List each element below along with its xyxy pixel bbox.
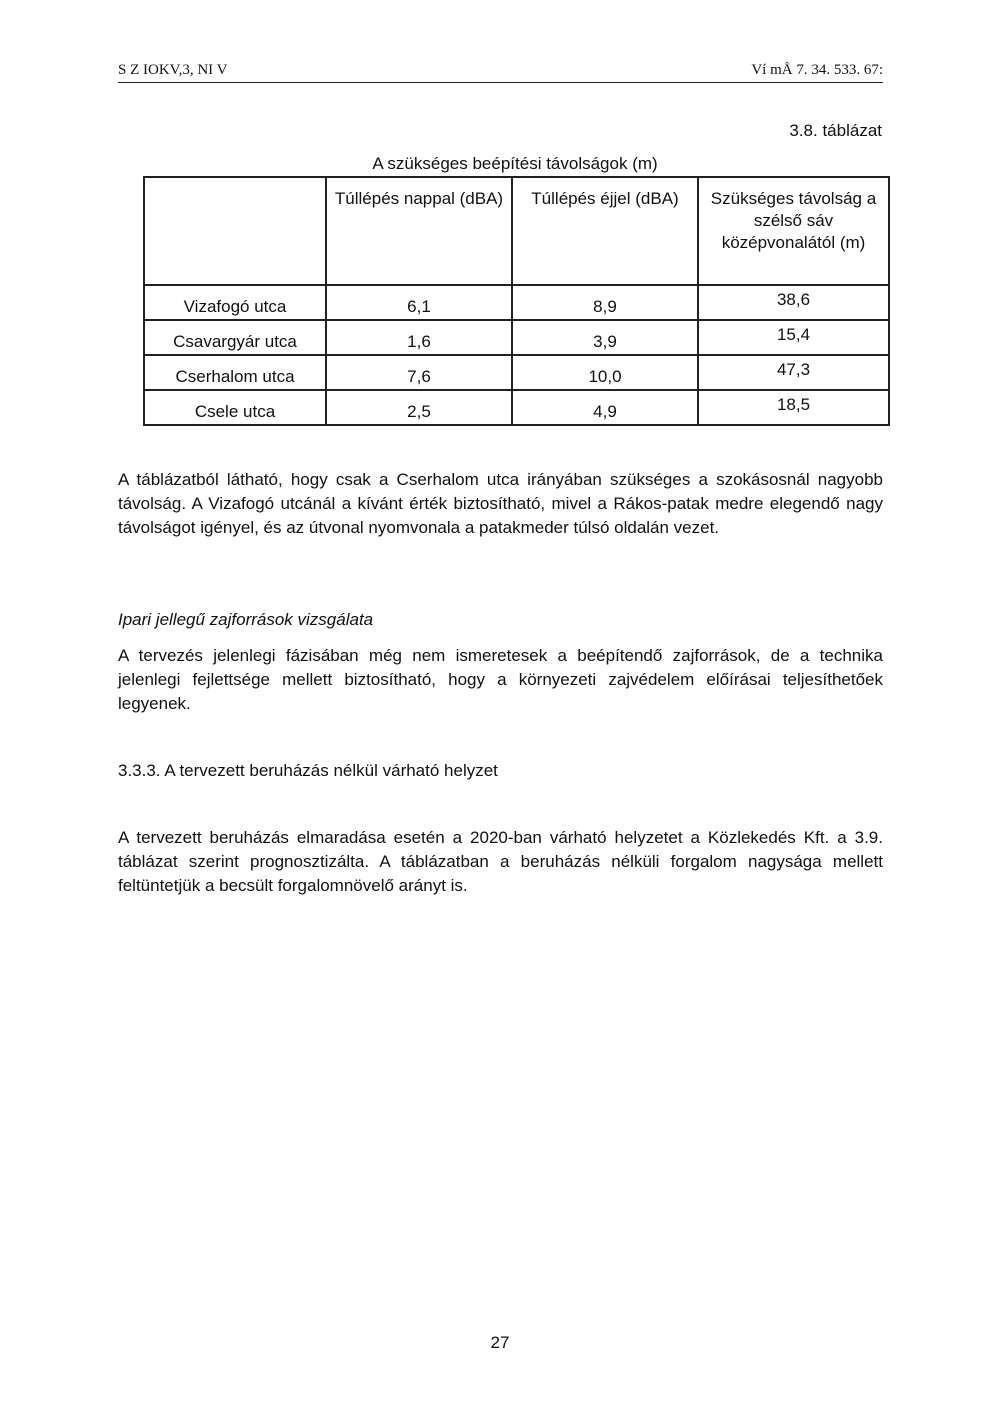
paragraph-industrial-noise: A tervezés jelenlegi fázisában még nem ismeretesek a beépítendő zajforrások, de a technika jelenlegi fejlettsége mellett biztosítható, hogy a környezeti zajvédelem előírásai teljesíthetőek legyenek. (118, 646, 883, 713)
paragraph-table-analysis: A táblázatból látható, hogy csak a Cserhalom utca irányában szükséges a szokásosnál nagyobb távolság. A Vizafogó utcánál a kívánt érték biztosítható, mivel a Rákos-patak medre elegendő nagy távolságot igényel, és az útvonal nyomvonala a patakmeder túlsó oldalán vezet. (118, 470, 883, 537)
street-name: Cserhalom utca (144, 355, 326, 390)
page-header (118, 62, 883, 83)
table-row (144, 355, 889, 390)
table-header-row (144, 177, 889, 285)
distance-table (143, 176, 890, 426)
street-name: Vizafogó utca (144, 285, 326, 320)
table-row (144, 285, 889, 320)
required-distance: 47,3 (698, 355, 889, 390)
header-cell-empty (144, 177, 326, 285)
header-cell-day: Túllépés nappal (dBA) (326, 177, 512, 285)
header-cell-night: Túllépés éjjel (dBA) (512, 177, 698, 285)
header-cell-distance: Szükséges távolság a szélső sáv középvonalától (m) (698, 177, 889, 285)
required-distance: 38,6 (698, 285, 889, 320)
page-number: 27 (490, 1333, 510, 1352)
day-exceedance: 6,1 (326, 285, 512, 320)
required-distance: 18,5 (698, 390, 889, 425)
table-caption: A szükséges beépítési távolságok (m) (372, 154, 658, 173)
section-heading: 3.3.3. A tervezett beruházás nélkül várható helyzet (118, 761, 498, 780)
night-exceedance: 8,9 (512, 285, 698, 320)
day-exceedance: 2,5 (326, 390, 512, 425)
day-exceedance: 1,6 (326, 320, 512, 355)
header-left-text: S Z IOKV,3, NI V (118, 62, 228, 78)
paragraph-forecast: A tervezett beruházás elmaradása esetén a 2020-ban várható helyzetet a Közlekedés Kft. a 3.9. táblázat szerint prognosztizálta. A táblázatban a beruházás nélküli forgalom nagysága mellett feltüntetjük a becsült forgalomnövelő arányt is. (118, 828, 883, 895)
street-name: Csele utca (144, 390, 326, 425)
table-row (144, 390, 889, 425)
required-distance: 15,4 (698, 320, 889, 355)
street-name: Csavargyár utca (144, 320, 326, 355)
night-exceedance: 10,0 (512, 355, 698, 390)
italic-subheading: Ipari jellegű zajforrások vizsgálata (118, 610, 374, 629)
night-exceedance: 3,9 (512, 320, 698, 355)
table-reference: 3.8. táblázat (789, 121, 882, 140)
day-exceedance: 7,6 (326, 355, 512, 390)
header-right-text: Ví mÅ 7. 34. 533. 67: (751, 62, 883, 78)
night-exceedance: 4,9 (512, 390, 698, 425)
table-row (144, 320, 889, 355)
